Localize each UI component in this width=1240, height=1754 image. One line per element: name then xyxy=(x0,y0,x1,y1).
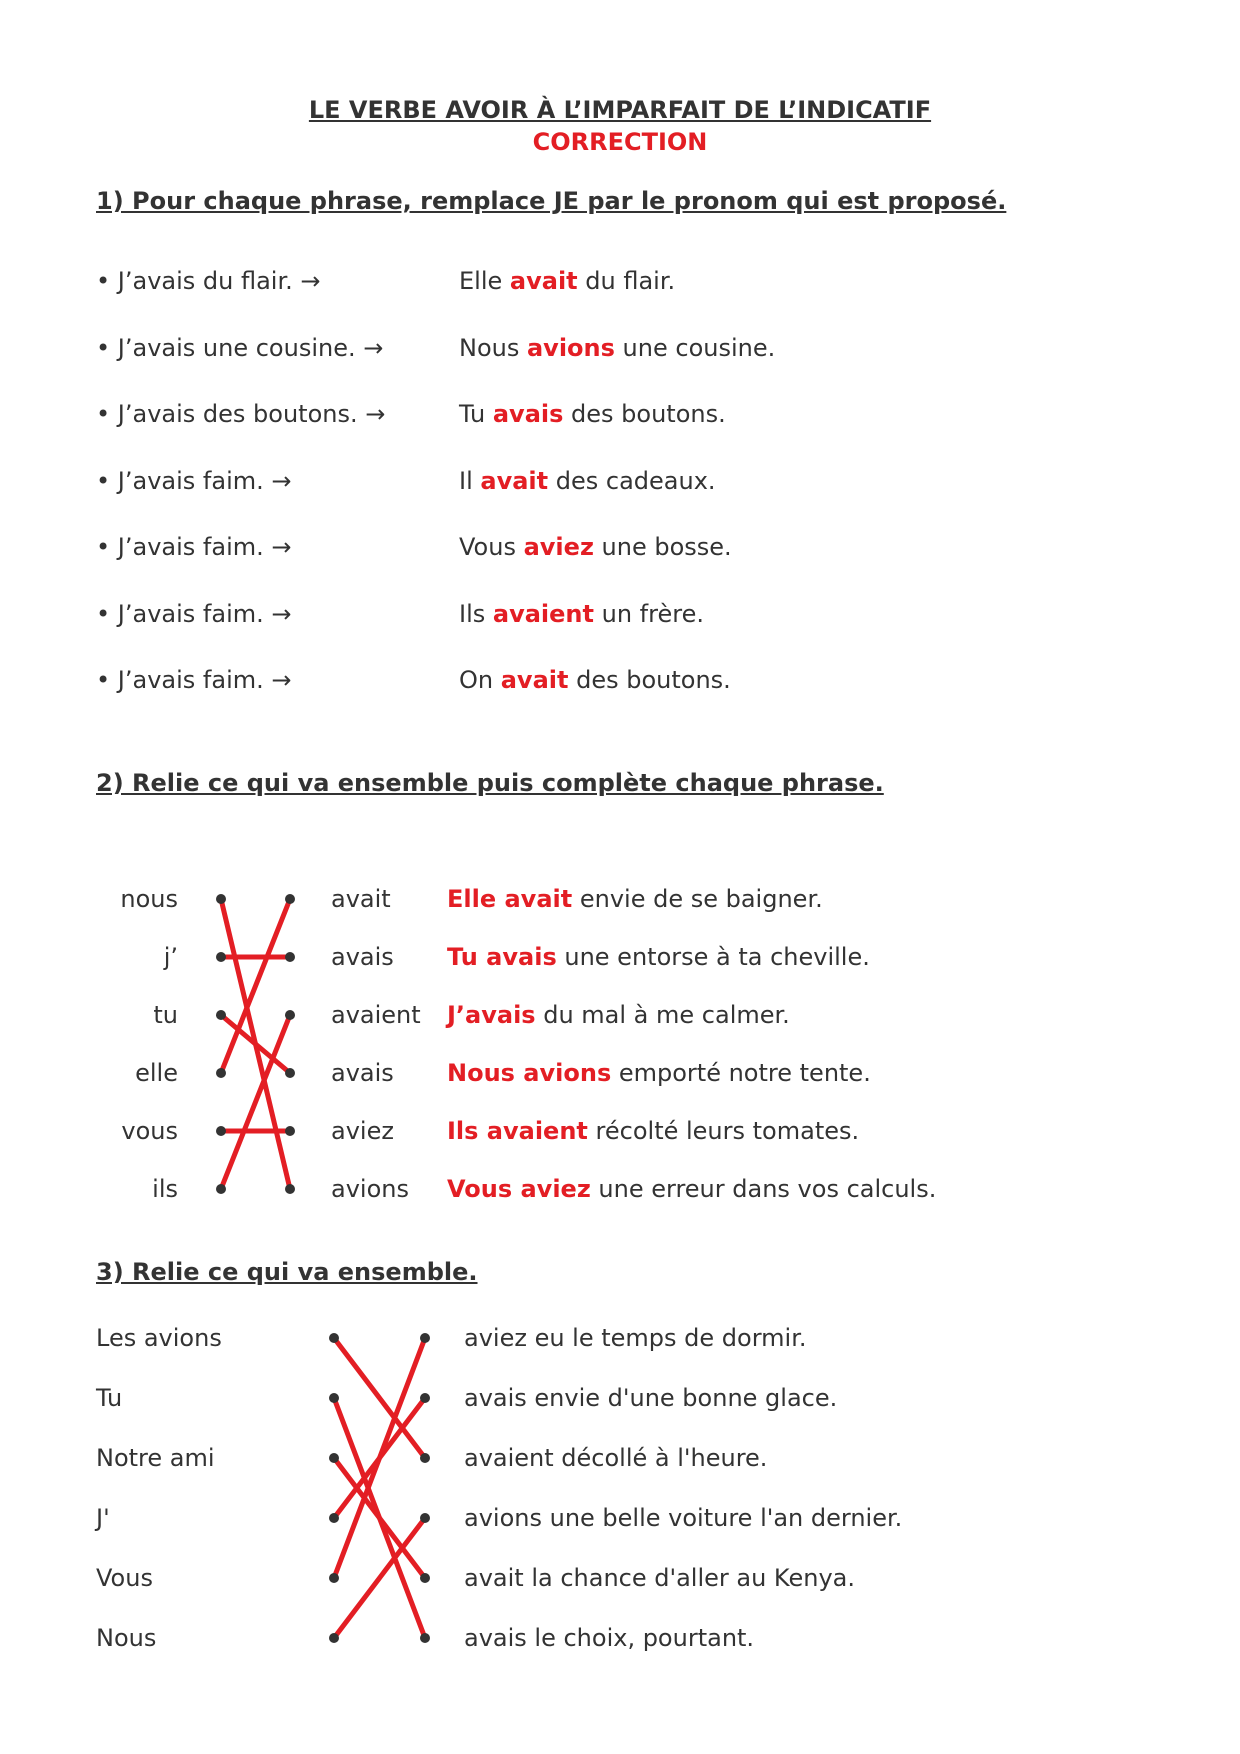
sentence-rest: une entorse à ta cheville. xyxy=(556,943,870,971)
exercise-3-heading: 3) Relie ce qui va ensemble. xyxy=(96,1258,478,1286)
left-dot xyxy=(216,952,226,962)
answer-suffix: des boutons. xyxy=(568,666,731,694)
left-dot xyxy=(216,894,226,904)
exercise-2-verb: avaient xyxy=(331,1001,421,1029)
exercise-2-pronoun: vous xyxy=(121,1117,178,1145)
answer-verb: avait xyxy=(480,467,549,495)
right-dot xyxy=(420,1453,430,1463)
exercise-3-ending: avaient décollé à l'heure. xyxy=(464,1444,768,1472)
exercise-1-prompt: • J’avais du flair. → xyxy=(96,267,321,295)
answer-verb: avait xyxy=(509,267,578,295)
answer-prefix: Elle xyxy=(459,267,510,295)
left-dot xyxy=(216,1010,226,1020)
exercise-2-verb: aviez xyxy=(331,1117,394,1145)
sentence-rest: emporté notre tente. xyxy=(611,1059,871,1087)
sentence-answer: J’avais xyxy=(447,1001,536,1029)
exercise-3-ending: avais envie d'une bonne glace. xyxy=(464,1384,838,1412)
answer-prefix: Vous xyxy=(459,533,524,561)
sentence-answer: Vous aviez xyxy=(447,1175,591,1203)
sentence-rest: du mal à me calmer. xyxy=(535,1001,790,1029)
sentence-answer: Nous avions xyxy=(447,1059,612,1087)
exercise-3-link xyxy=(334,1338,425,1578)
exercise-2-pronoun: elle xyxy=(135,1059,178,1087)
exercise-1-prompt: • J’avais une cousine. → xyxy=(96,334,384,362)
answer-verb: avaient xyxy=(492,600,594,628)
answer-prefix: Tu xyxy=(459,400,493,428)
left-dot xyxy=(216,1126,226,1136)
answer-suffix: un frère. xyxy=(594,600,704,628)
answer-suffix: des cadeaux. xyxy=(548,467,716,495)
left-dot xyxy=(329,1333,339,1343)
exercise-3-subject: J' xyxy=(96,1504,110,1532)
exercise-1-heading: 1) Pour chaque phrase, remplace JE par le pronom qui est proposé. xyxy=(96,187,1007,215)
exercise-3-link xyxy=(334,1458,425,1578)
answer-suffix: des boutons. xyxy=(563,400,726,428)
page-subtitle: CORRECTION xyxy=(532,128,708,156)
answer-prefix: Il xyxy=(459,467,481,495)
exercise-1-prompt: • J’avais faim. → xyxy=(96,467,292,495)
left-dot xyxy=(216,1068,226,1078)
exercise-2-verb: avais xyxy=(331,943,394,971)
exercise-3-ending: avions une belle voiture l'an dernier. xyxy=(464,1504,903,1532)
exercise-2-pronoun: ils xyxy=(152,1175,178,1203)
left-dot xyxy=(329,1573,339,1583)
sentence-answer: Ils avaient xyxy=(447,1117,588,1145)
exercise-3-ending: avait la chance d'aller au Kenya. xyxy=(464,1564,855,1592)
right-dot xyxy=(285,1010,295,1020)
exercise-3-subject: Notre ami xyxy=(96,1444,215,1472)
right-dot xyxy=(420,1513,430,1523)
answer-verb: avait xyxy=(500,666,569,694)
left-dot xyxy=(329,1453,339,1463)
left-dot xyxy=(329,1393,339,1403)
left-dot xyxy=(329,1633,339,1643)
exercise-1-prompt: • J’avais des boutons. → xyxy=(96,400,386,428)
right-dot xyxy=(420,1633,430,1643)
answer-prefix: Nous xyxy=(459,334,527,362)
exercise-2-verb: avions xyxy=(331,1175,409,1203)
exercise-3-subject: Tu xyxy=(96,1384,123,1412)
exercise-1-prompt: • J’avais faim. → xyxy=(96,533,292,561)
answer-suffix: une cousine. xyxy=(614,334,776,362)
right-dot xyxy=(285,894,295,904)
sentence-rest: envie de se baigner. xyxy=(572,885,823,913)
exercise-3-ending: aviez eu le temps de dormir. xyxy=(464,1324,807,1352)
right-dot xyxy=(285,1126,295,1136)
exercise-3-subject: Vous xyxy=(96,1564,153,1592)
answer-verb: aviez xyxy=(523,533,594,561)
answer-verb: avions xyxy=(526,334,615,362)
exercise-3-subject: Les avions xyxy=(96,1324,222,1352)
answer-suffix: une bosse. xyxy=(593,533,732,561)
right-dot xyxy=(420,1393,430,1403)
exercise-1-prompt: • J’avais faim. → xyxy=(96,666,292,694)
right-dot xyxy=(420,1333,430,1343)
exercise-1-prompt: • J’avais faim. → xyxy=(96,600,292,628)
sentence-answer: Tu avais xyxy=(447,943,557,971)
exercise-2-pronoun: nous xyxy=(120,885,178,913)
exercise-2-pronoun: j’ xyxy=(163,943,178,971)
right-dot xyxy=(420,1573,430,1583)
exercise-2-verb: avait xyxy=(331,885,391,913)
sentence-rest: récolté leurs tomates. xyxy=(587,1117,860,1145)
answer-suffix: du flair. xyxy=(577,267,676,295)
right-dot xyxy=(285,1184,295,1194)
right-dot xyxy=(285,1068,295,1078)
answer-verb: avais xyxy=(492,400,564,428)
sentence-rest: une erreur dans vos calculs. xyxy=(590,1175,937,1203)
right-dot xyxy=(285,952,295,962)
page-title: LE VERBE AVOIR À L’IMPARFAIT DE L’INDICATIF xyxy=(308,96,932,124)
left-dot xyxy=(329,1513,339,1523)
answer-prefix: Ils xyxy=(459,600,493,628)
exercise-2-pronoun: tu xyxy=(153,1001,178,1029)
exercise-3-ending: avais le choix, pourtant. xyxy=(464,1624,755,1652)
exercise-3-subject: Nous xyxy=(96,1624,157,1652)
exercise-2-verb: avais xyxy=(331,1059,394,1087)
exercise-2-heading: 2) Relie ce qui va ensemble puis complète chaque phrase. xyxy=(96,769,884,797)
left-dot xyxy=(216,1184,226,1194)
sentence-answer: Elle avait xyxy=(447,885,573,913)
answer-prefix: On xyxy=(459,666,501,694)
